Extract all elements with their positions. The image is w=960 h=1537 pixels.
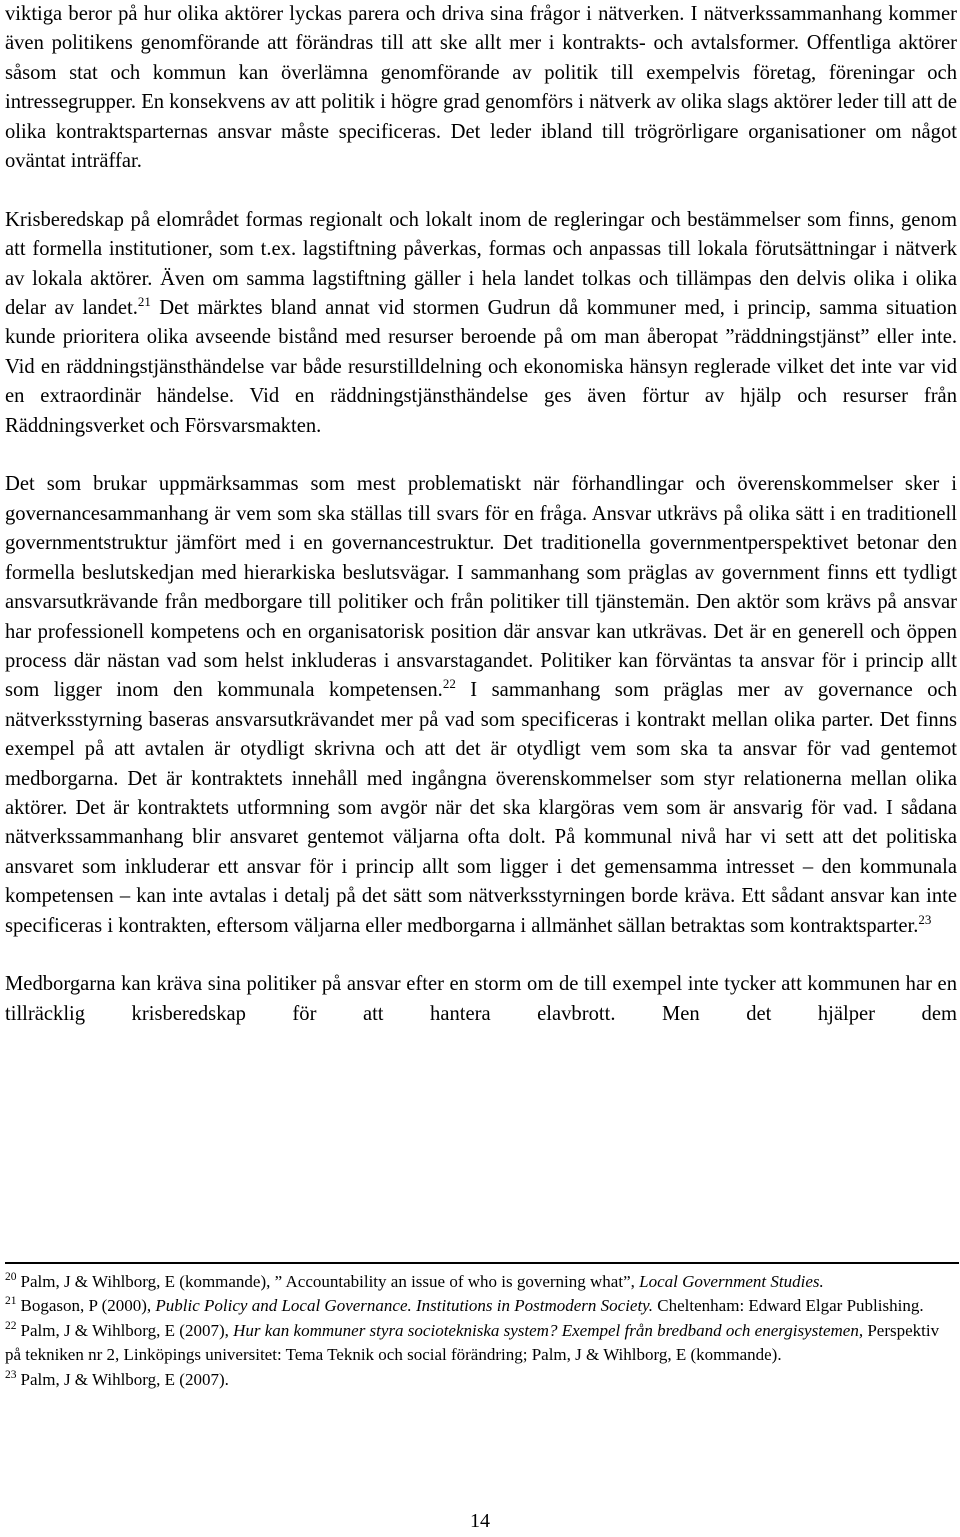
- page-number: 14: [470, 1510, 490, 1532]
- footnote-text: Perspektiv på tekniken nr 2, Linköpings universitet: Tema Teknik och social förändring; Palm, J & Wihlborg, E (kommande).: [5, 1320, 940, 1365]
- body-paragraph: [5, 206, 957, 441]
- footnote-text: Bogason, P (2000),: [20, 1296, 156, 1316]
- document-page: [5, 0, 957, 1029]
- footnote-reference[interactable]: 23: [918, 911, 932, 927]
- footnote-number: 23: [5, 1368, 17, 1381]
- footnote-italic-text: Local Government Studies.: [639, 1272, 824, 1291]
- paragraph-text: Medborgarna kan kräva sina politiker på ansvar efter en storm om de till exempel inte tycker att kommunen har en tillräcklig krisberedskap för att hantera elavbrott. Men det hjälper dem: [5, 973, 957, 1025]
- footnote-number: 20: [5, 1271, 17, 1283]
- body-paragraph: [5, 970, 957, 1029]
- paragraph-text: Det märktes bland annat vid stormen Gudrun då kommuner med, i princip, samma situation kunde prioritera olika avseende bistånd med resurser beroende på om man åberopat ”räddningstjänst” eller inte. Vid en räddningstjänsthändelse var både resurstilldelning och ekonomiska hänsyn reglerade vilket det inte var vid en extraordinär händelse. Vid en räddningstjänsthändelse ges även förtur av hjälp och resurser från Räddningsverket och Försvarsmakten.: [5, 297, 957, 437]
- body-text: [5, 0, 957, 1029]
- body-paragraph: [5, 0, 957, 176]
- footnote: [5, 1368, 957, 1392]
- footnote-text: Palm, J & Wihlborg, E (2007),: [20, 1320, 234, 1340]
- footnotes: [5, 1270, 957, 1392]
- paragraph-text: Krisberedskap på elområdet formas regionalt och lokalt inom de regleringar och bestämmelser som finns, genom att formella institutioner, som t.ex. lagstiftning påverkas, formas och anpassas till lokala förutsättningar i nätverk av lokala aktörer. Även om samma lagstiftning gäller i hela landet tolkas och tillämpas den delvis olika i olika delar av landet.: [5, 208, 957, 320]
- footnote: [5, 1319, 957, 1368]
- paragraph-text: Det som brukar uppmärksammas som mest problematiskt när förhandlingar och överenskommelser sker i governancesammanhang är vem som ska ställas till svars för en fråga. Ansvar utkrävs på olika sätt i en traditionell governmentstruktur jämfört med i en governancestruktur. Det traditionella governmentperspektivet betonar den formella beslutskedjan med hierarkiska beslutsvägar. I sammanhang som präglas av government finns ett tydligt ansvarsutkrävande från medborgare till politiker och från politiker till tjänstemän. Den aktör som krävs på ansvar har professionell kompetens och en organisatorisk position där ansvar kan utkrävas. Det är en generell och öppen process där nästan vad som helst inkluderas i ansvarstagandet. Politiker kan förväntas ta ansvar för i princip allt som ligger inom den kommunala kompetensen.: [5, 473, 957, 702]
- footnote-italic-text: Hur kan kommuner styra sociotekniska system? Exempel från bredband och energisystemen,: [233, 1320, 864, 1340]
- footnote-text: Palm, J & Wihlborg, E (2007).: [20, 1369, 229, 1389]
- footnote: [5, 1294, 957, 1318]
- footnote-number: 21: [5, 1295, 17, 1308]
- footnote-text: Cheltenham: Edward Elgar Publishing.: [653, 1296, 924, 1316]
- paragraph-text: viktiga beror på hur olika aktörer lyckas parera och driva sina frågor i nätverken. I nätverkssammanhang kommer även politikens genomförande att förändras till att ske allt mer i kontrakts- och avtalsformer. Offentliga aktörer såsom stat och kommun kan överlämna genomförande av politik till exempelvis företag, föreningar och intressegrupper. En konsekvens av att politik i högre grad genomförs i nätverk av olika slags aktörer leder till att de olika kontraktsparternas ansvar måste specificeras. Det leder ibland till trögrörligare organisationer om något oväntat inträffar.: [5, 3, 957, 173]
- footnote-reference[interactable]: 21: [137, 294, 151, 310]
- footnote-italic-text: Public Policy and Local Governance. Institutions in Postmodern Society.: [155, 1296, 654, 1316]
- footnote-text: Palm, J & Wihlborg, E (kommande), ” Accountability an issue of who is governing what”,: [20, 1272, 640, 1291]
- footnote: [5, 1270, 957, 1294]
- body-paragraph: [5, 470, 957, 941]
- footnote-number: 22: [5, 1319, 17, 1332]
- footnote-separator: [5, 1262, 959, 1264]
- paragraph-text: I sammanhang som präglas mer av governance och nätverksstyrning baseras ansvarsutkrävandet mer på vad som specificeras i kontrakt mellan olika parter. Det finns exempel på att avtalen är otydligt skrivna och att det är otydligt vem som ska ta ansvar för vad gentemot medborgarna. Det är kontraktets innehåll med ingångna överenskommelser som styr relationerna mellan olika aktörer. Det är kontraktets utformning som avgör när det ska klargöras vem som är ansvarig för vad. I sådana nätverkssammanhang blir ansvaret gentemot väljarna ofta dolt. På kommunal nivå har vi sett att det politiska ansvaret som inkluderar ett ansvar för i princip allt som ligger i det gemensamma intresset – den kommunala kompetensen – kan inte avtalas i detalj på det sätt som nätverksstyrningen borde kräva. Ett sådant ansvar kan inte specificeras i kontrakten, eftersom väljarna eller medborgarna i allmänhet sällan betraktas som kontraktsparter.: [5, 679, 957, 937]
- footnote-reference[interactable]: 22: [442, 676, 456, 692]
